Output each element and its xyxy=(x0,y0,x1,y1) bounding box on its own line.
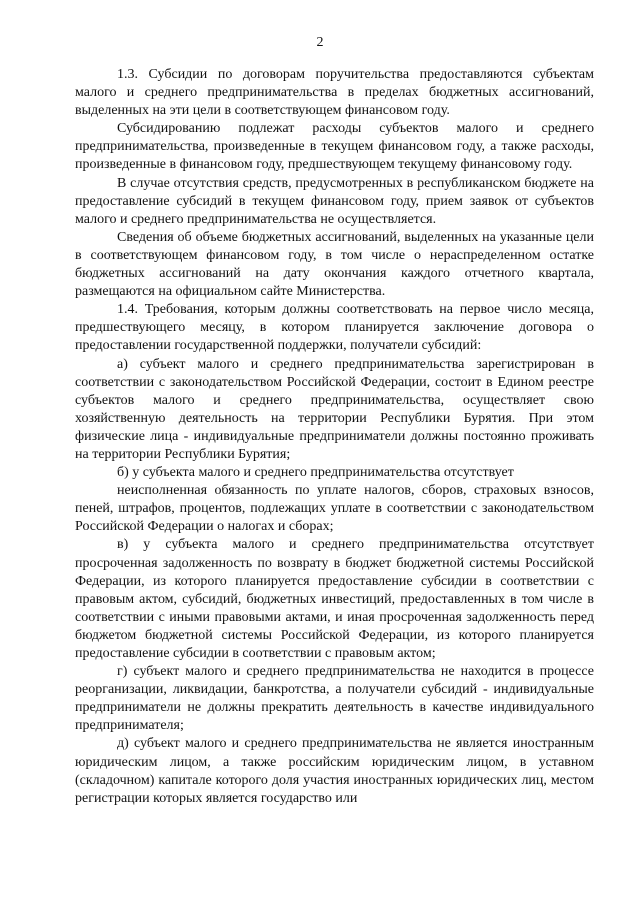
paragraph-item-g: г) субъект малого и среднего предпринимательства не находится в процессе реорганизации, ликвидации, банкротства, а получатели субсидий - индивидуальные предприниматели не должны прекратить деятельность в качестве индивидуального предпринимателя; xyxy=(75,664,594,734)
paragraph-item-d: д) субъект малого и среднего предпринимательства не является иностранным юридическим лицом, а также российским юридическим лицом, в уставном (складочном) капитале которого доля участия иностранных юридических лиц, местом регистрации которых является государство или xyxy=(75,736,594,806)
paragraph-item-b-continued: неисполненная обязанность по уплате налогов, сборов, страховых взносов, пеней, штрафов, процентов, подлежащих уплате в соответствии с законодательством Российской Федерации о налогах и сборах; xyxy=(75,483,594,535)
page-number: 2 xyxy=(316,35,324,50)
paragraph-1-4: 1.4. Требования, которым должны соответствовать на первое число месяца, предшествующего месяцу, в котором планируется заключение договора о предоставлении государственной поддержки, получатели субсидий: xyxy=(75,302,594,354)
paragraph-lack-of-funds: В случае отсутствия средств, предусмотренных в республиканском бюджете на предоставление субсидий в текущем финансовом году, прием заявок от субъектов малого и среднего предпринимательства не осуществляется. xyxy=(75,175,594,227)
paragraph-item-v: в) у субъекта малого и среднего предпринимательства отсутствует просроченная задолженность по возврату в бюджет бюджетной системы Российской Федерации, из которого планируется предоставление субсидии в соответствии с правовым актом, субсидий, бюджетных инвестиций, предоставленных в том числе в соответствии с иными правовыми актами, и иная просроченная задолженность перед бюджетом бюджетной системы Российской Федерации, из которого планируется предоставление субсидии в соответствии с правовым актом; xyxy=(75,537,594,661)
document-body xyxy=(75,66,594,808)
paragraph-budget-info: Сведения об объеме бюджетных ассигнований, выделенных на указанные цели в соответствующем финансовом году, в том числе о нераспределенном остатке бюджетных ассигнований на дату окончания каждого отчетного квартала, размещаются на официальном сайте Министерства. xyxy=(75,229,594,300)
paragraph-item-a: а) субъект малого и среднего предпринимательства зарегистрирован в соответствии с законодательством Российской Федерации, состоит в Едином реестре субъектов малого и среднего предпринимательства, осуществляет свою хозяйственную деятельность на территории Республики Бурятия. При этом физические лица - индивидуальные предприниматели должны постоянно проживать на территории Республики Бурятия; xyxy=(75,356,594,462)
paragraph-subsidized-expenses: Субсидированию подлежат расходы субъектов малого и среднего предпринимательства, произведенные в текущем финансовом году, а также расходы, произведенные в финансовом году, предшествующем текущему финансовому году. xyxy=(75,121,594,173)
paragraph-item-b: б) у субъекта малого и среднего предпринимательства отсутствует xyxy=(117,465,514,481)
paragraph-1-3: 1.3. Субсидии по договорам поручительства предоставляются субъектам малого и среднего предпринимательства в пределах бюджетных ассигнований, выделенных на эти цели в соответствующем финансовом году. xyxy=(75,67,594,119)
